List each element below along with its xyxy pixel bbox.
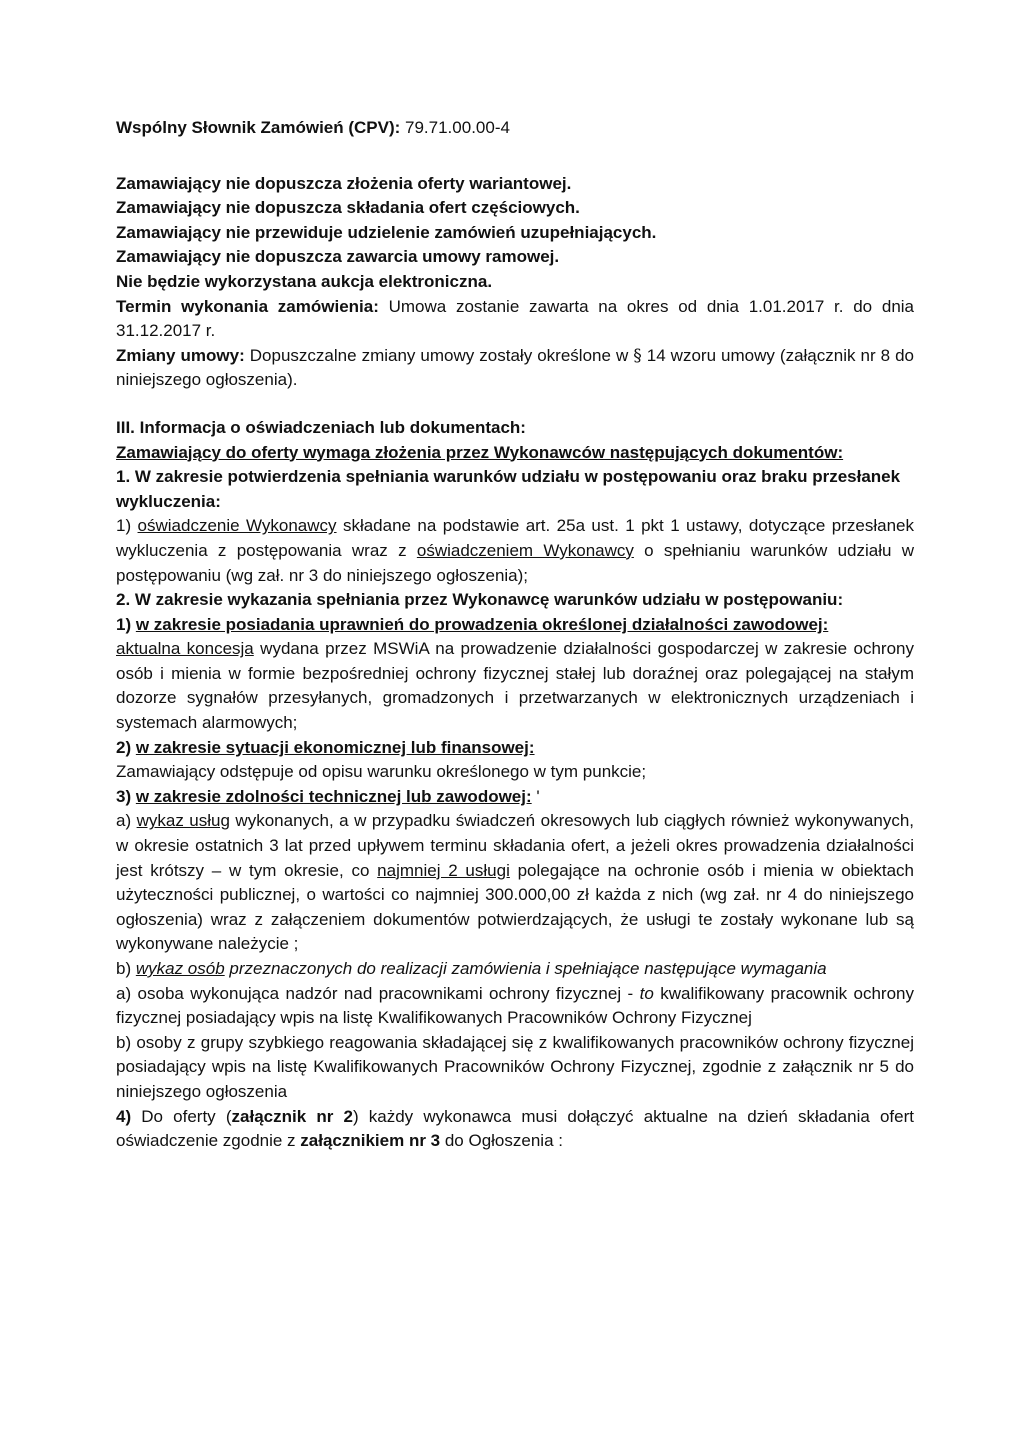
sub3-aa-to: to <box>639 983 654 1003</box>
condition-line: Zamawiający nie dopuszcza złożenia oferty wariantowej. <box>116 173 572 193</box>
changes-paragraph <box>116 344 914 393</box>
condition-line: Zamawiający nie dopuszcza składania ofert częściowych. <box>116 198 580 218</box>
sub3-mark: ' <box>531 786 540 806</box>
sub1-underlined: aktualna koncesja <box>116 639 254 659</box>
point1-heading: 1. W zakresie potwierdzenia spełniania warunków udziału w postępowaniu oraz braku przesłanek wykluczenia: <box>116 467 901 511</box>
changes-label: Zmiany umowy: <box>116 345 245 365</box>
cpv-label: Wspólny Słownik Zamówień (CPV): <box>116 118 401 137</box>
point1-item-text-1: składane na podstawie art. 25a ust. 1 pkt 1 ustawy, dotyczące przesłanek wykluczenia z postępowania wraz z <box>116 516 914 560</box>
changes-text-after: 14 wzoru umowy (załącznik nr 8 do niniejszego ogłoszenia). <box>116 345 915 390</box>
sub4-text-3: do Ogłoszenia : <box>440 1131 563 1151</box>
sub4-bold-2: załącznikiem nr 3 <box>300 1131 441 1151</box>
section-sign: § <box>633 345 642 366</box>
sub4-text-1: Do oferty ( <box>131 1106 232 1126</box>
sub3-item-bb: b) osoby z grupy szybkiego reagowania składającej się z kwalifikowanych pracowników ochrony fizycznej posiadający wpis na listę Kwalifikowanych Pracowników Ochrony Fizycznej, zgodnie z załącznik nr 5 do niniejszego ogłoszenia <box>116 1032 914 1101</box>
sub3-item-a <box>116 809 914 957</box>
term-paragraph <box>116 295 914 344</box>
sub3-number: 3) <box>116 786 136 806</box>
sub2-text: Zamawiający odstępuje od opisu warunku określonego w tym punkcie; <box>116 762 647 782</box>
sub1-title: w zakresie posiadania uprawnień do prowadzenia określonej działalności zawodowej: <box>135 614 829 634</box>
sub3-b-text: przeznaczonych do realizacji zamówienia i spełniające następujące wymagania <box>224 959 827 978</box>
sub1-body: wydana przez MSWiA na prowadzenie działalności gospodarczej w zakresie ochrony osób i mienia w formie bezpośredniej ochrony fizycznej stałej lub doraźnej oraz polegającej na stałym dozorze sygnałów przesyłanych, gromadzonych i przetwarzanych w elektronicznych urządzeniach i systemach alarmowych; <box>116 639 914 733</box>
sub1-number: 1) <box>116 614 136 634</box>
point1-item-text-2: o spełnianiu warunków udziału w postępowaniu (wg zał. nr 3 do niniejszego ogłoszenia); <box>116 540 915 585</box>
sub4-paragraph <box>116 1105 914 1154</box>
sub3-b-prefix: b) <box>116 959 136 978</box>
section-subheading: Zamawiający do oferty wymaga złożenia przez Wykonawców następujących dokumentów: <box>116 442 844 462</box>
sub3-a-text-1: wykonanych, a w przypadku świadczeń okresowych lub ciągłych również wykonywanych, w okresie ostatnich 3 lat przed upływem terminu składania ofert, a jeżeli okres prowadzenia działalności jest krótszy – w tym okresie, co <box>116 811 914 880</box>
sub3-title: w zakresie zdolności technicznej lub zawodowej: <box>135 786 532 806</box>
sub3-a-underlined-1: wykaz usług <box>136 811 230 831</box>
sub2-heading <box>116 736 914 761</box>
point1-item-underlined-2: oświadczeniem Wykonawcy <box>416 540 634 560</box>
sub4-bold-1: załącznik nr 2 <box>231 1106 353 1126</box>
sub3-heading <box>116 785 914 810</box>
point2-heading: 2. W zakresie wykazania spełniania przez Wykonawcę warunków udziału w postępowaniu: <box>116 590 844 610</box>
sub3-aa-text: kwalifikowany pracownik ochrony fizycznej posiadający wpis na listę Kwalifikowanych Pracowników Ochrony Fizycznej <box>116 983 915 1028</box>
sub4-text-2: ) każdy wykonawca musi dołączyć aktualne na dzień składania ofert oświadczenie zgodnie z <box>116 1106 914 1151</box>
sub2-title: w zakresie sytuacji ekonomicznej lub finansowej: <box>135 737 535 757</box>
sub3-a-underlined-2: najmniej 2 usługi <box>377 860 510 880</box>
sub3-item-b <box>116 957 914 982</box>
sub1-text <box>116 637 914 735</box>
cpv-line <box>116 116 914 141</box>
term-label: Termin wykonania zamówienia: <box>116 296 379 316</box>
condition-line: Zamawiający nie dopuszcza zawarcia umowy ramowej. <box>116 247 560 267</box>
point1-item-number: 1) <box>116 516 138 536</box>
condition-line: Nie będzie wykorzystana aukcja elektroniczna. <box>116 271 493 291</box>
document-content <box>116 116 914 1154</box>
sub3-b-underlined: wykaz osób <box>135 959 225 978</box>
point1-item-underlined-1: oświadczenie Wykonawcy <box>137 516 337 536</box>
condition-line: Zamawiający nie przewiduje udzielenie zamówień uzupełniających. <box>116 222 657 242</box>
sub3-aa-prefix: a) osoba wykonująca nadzór nad pracownikami ochrony fizycznej - <box>116 983 640 1003</box>
sub3-item-aa <box>116 982 914 1031</box>
sub4-number: 4) <box>116 1106 132 1126</box>
section-heading: III. Informacja o oświadczeniach lub dokumentach: <box>116 417 526 437</box>
changes-text-before: Dopuszczalne zmiany umowy zostały określone w <box>244 345 634 365</box>
cpv-code: 79.71.00.00-4 <box>400 118 510 137</box>
sub3-a-prefix: a) <box>116 811 137 831</box>
sub2-number: 2) <box>116 737 136 757</box>
sub3-a-text-2: polegające na ochronie osób i mienia w obiektach użyteczności publicznej, o wartości co najmniej 300.000,00 zł każda z nich (wg zał. nr 4 do niniejszego ogłoszenia) wraz z załączeniem dokumentów potwierdzających, że usługi te zostały wykonane lub są wykonywane należycie ; <box>116 860 914 954</box>
point1-item <box>116 514 914 588</box>
sub1-heading <box>116 613 914 638</box>
term-text: Umowa zostanie zawarta na okres od dnia 1.01.2017 r. do dnia 31.12.2017 r. <box>116 296 915 341</box>
